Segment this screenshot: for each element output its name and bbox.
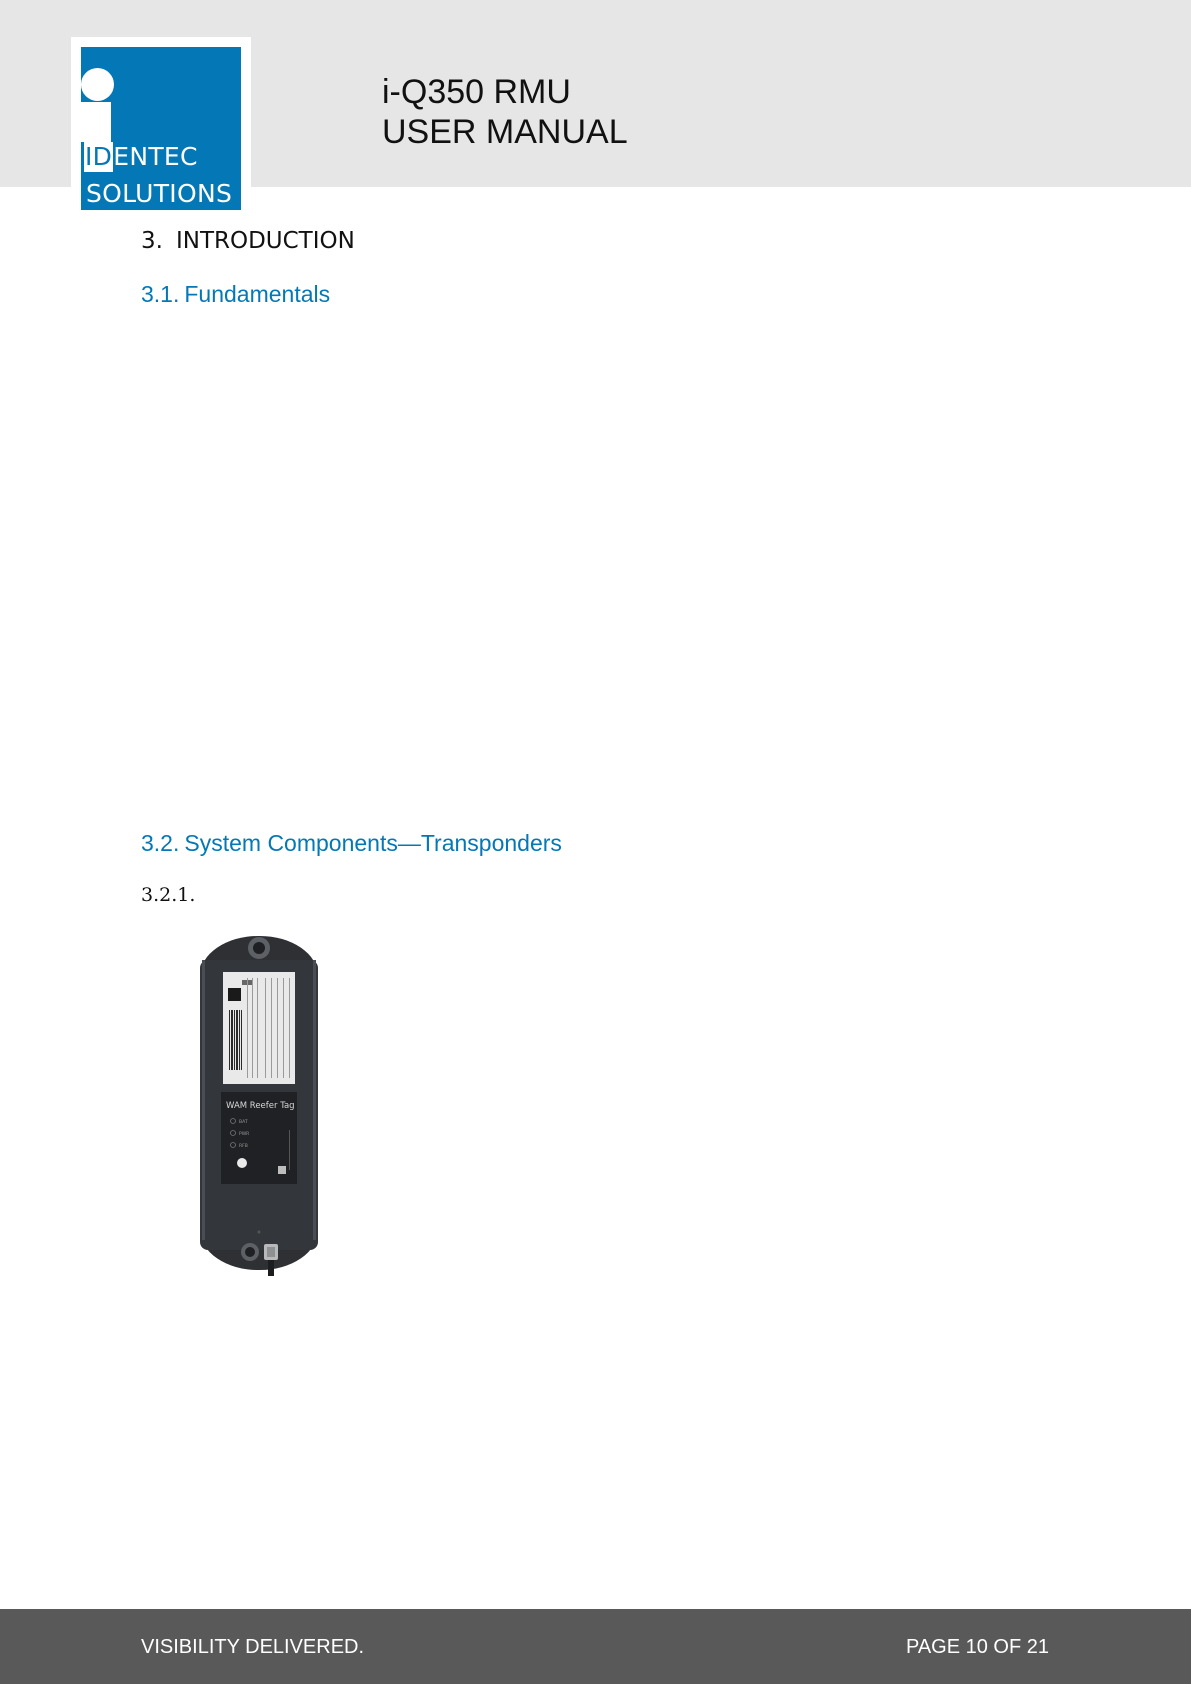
product-label-title: WAM Reefer Tag (226, 1101, 295, 1111)
logo-text-line1 (84, 140, 198, 174)
wam-reefer-tag-image (190, 930, 330, 1280)
section-heading (141, 226, 355, 256)
section-title: INTRODUCTION (175, 228, 355, 254)
logo-bar-icon (81, 102, 111, 142)
logo-entec: ENTEC (113, 142, 198, 171)
subsection-title: System Components—Transponders (184, 830, 562, 856)
subsection-heading-system-components (141, 828, 562, 858)
document-title: i-Q350 RMU (382, 73, 571, 111)
section-number: 3. (141, 228, 163, 254)
document-subtitle: USER MANUAL (382, 113, 628, 151)
subsection-title: Fundamentals (184, 281, 331, 307)
subsection-heading-fundamentals (141, 279, 330, 309)
indicator-bat: BAT (239, 1120, 248, 1125)
page-number: PAGE 10 OF 21 (905, 1636, 1049, 1658)
footer-tagline: VISIBILITY DELIVERED. (141, 1636, 365, 1658)
logo-dot-icon (81, 68, 114, 101)
indicator-pwr: PWR (239, 1132, 250, 1137)
subsection-number: 3.2. (141, 830, 180, 856)
logo-text-line2: SOLUTIONS (86, 179, 233, 208)
subsection-number: 3.1. (141, 281, 180, 307)
subsubsection-number: 3.2.1. (141, 884, 196, 906)
indicator-rfb: RFB (239, 1144, 248, 1149)
logo-id-highlight: ID (85, 142, 113, 171)
